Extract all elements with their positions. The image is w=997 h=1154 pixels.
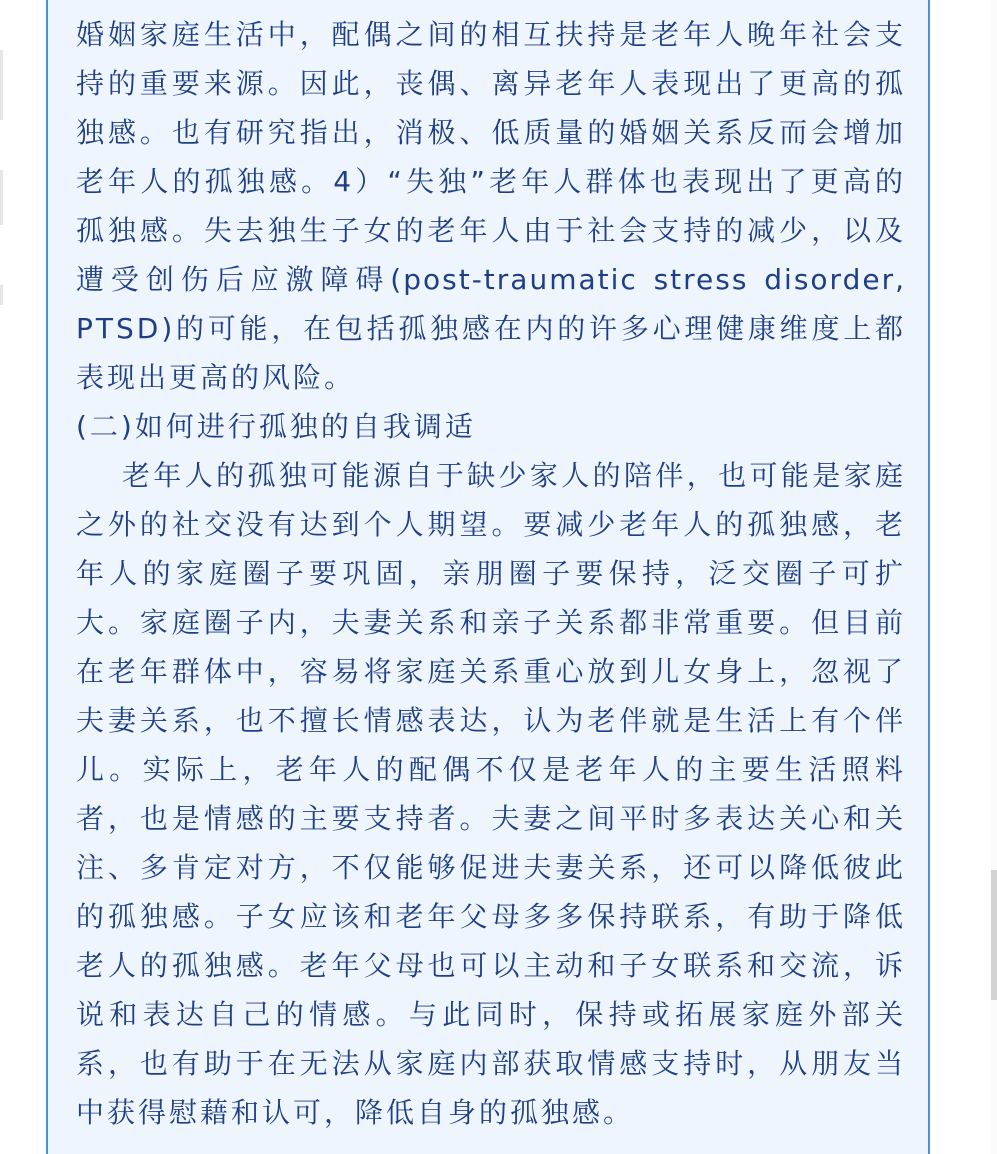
text-line: 中获得慰藉和认可，降低自身的孤独感。 bbox=[76, 1096, 635, 1129]
text-line: 儿。实际上，老年人的配偶不仅是老年人的主要生活照料 bbox=[76, 753, 906, 786]
text-line: 独感。也有研究指出，消极、低质量的婚姻关系反而会增加 bbox=[76, 116, 906, 149]
text-line: 在老年群体中，容易将家庭关系重心放到儿女身上，忽视了 bbox=[76, 655, 906, 688]
text-line: 系，也有助于在无法从家庭内部获取情感支持时，从朋友当 bbox=[76, 1047, 906, 1080]
text-line: 大。家庭圈子内，夫妻关系和亲子关系都非常重要。但目前 bbox=[76, 606, 906, 639]
text-line: 遭受创伤后应激障碍(post-traumatic stress disorder, bbox=[76, 263, 906, 296]
left-edge-mark bbox=[0, 285, 3, 305]
text-line: 说和表达自己的情感。与此同时，保持或拓展家庭外部关 bbox=[76, 998, 906, 1031]
left-edge-mark bbox=[0, 50, 3, 120]
text-line: 婚姻家庭生活中，配偶之间的相互扶持是老年人晚年社会支 bbox=[76, 18, 906, 51]
text-line: 夫妻关系，也不擅长情感表达，认为老伴就是生活上有个伴 bbox=[76, 704, 906, 737]
text-line: 注、多肯定对方，不仅能够促进夫妻关系，还可以降低彼此 bbox=[76, 851, 906, 884]
text-line: 老人的孤独感。老年父母也可以主动和子女联系和交流，诉 bbox=[76, 949, 906, 982]
section-heading: (二)如何进行孤独的自我调适 bbox=[76, 410, 476, 443]
text-line: 表现出更高的风险。 bbox=[76, 361, 356, 394]
text-line: 持的重要来源。因此，丧偶、离异老年人表现出了更高的孤 bbox=[76, 67, 906, 100]
text-panel bbox=[46, 0, 930, 1154]
text-line: 之外的社交没有达到个人期望。要减少老年人的孤独感，老 bbox=[76, 508, 906, 541]
left-edge-mark bbox=[0, 170, 3, 225]
text-line: 者，也是情感的主要支持者。夫妻之间平时多表达关心和关 bbox=[76, 802, 906, 835]
text-line: 孤独感。失去独生子女的老年人由于社会支持的减少，以及 bbox=[76, 214, 906, 247]
left-margin bbox=[0, 0, 46, 1154]
right-margin bbox=[933, 0, 997, 1154]
scrollbar-thumb[interactable] bbox=[991, 870, 997, 1000]
document-text bbox=[76, 10, 906, 1137]
text-line: 老年人的孤独感。4）“失独”老年人群体也表现出了更高的 bbox=[76, 165, 906, 198]
text-line: 年人的家庭圈子要巩固，亲朋圈子要保持，泛交圈子可扩 bbox=[76, 557, 906, 590]
scrollbar-track[interactable] bbox=[991, 0, 997, 1154]
text-line: 的孤独感。子女应该和老年父母多多保持联系，有助于降低 bbox=[76, 900, 906, 933]
text-line: PTSD)的可能，在包括孤独感在内的许多心理健康维度上都 bbox=[76, 312, 906, 345]
text-line: 老年人的孤独可能源自于缺少家人的陪伴，也可能是家庭 bbox=[122, 459, 906, 492]
